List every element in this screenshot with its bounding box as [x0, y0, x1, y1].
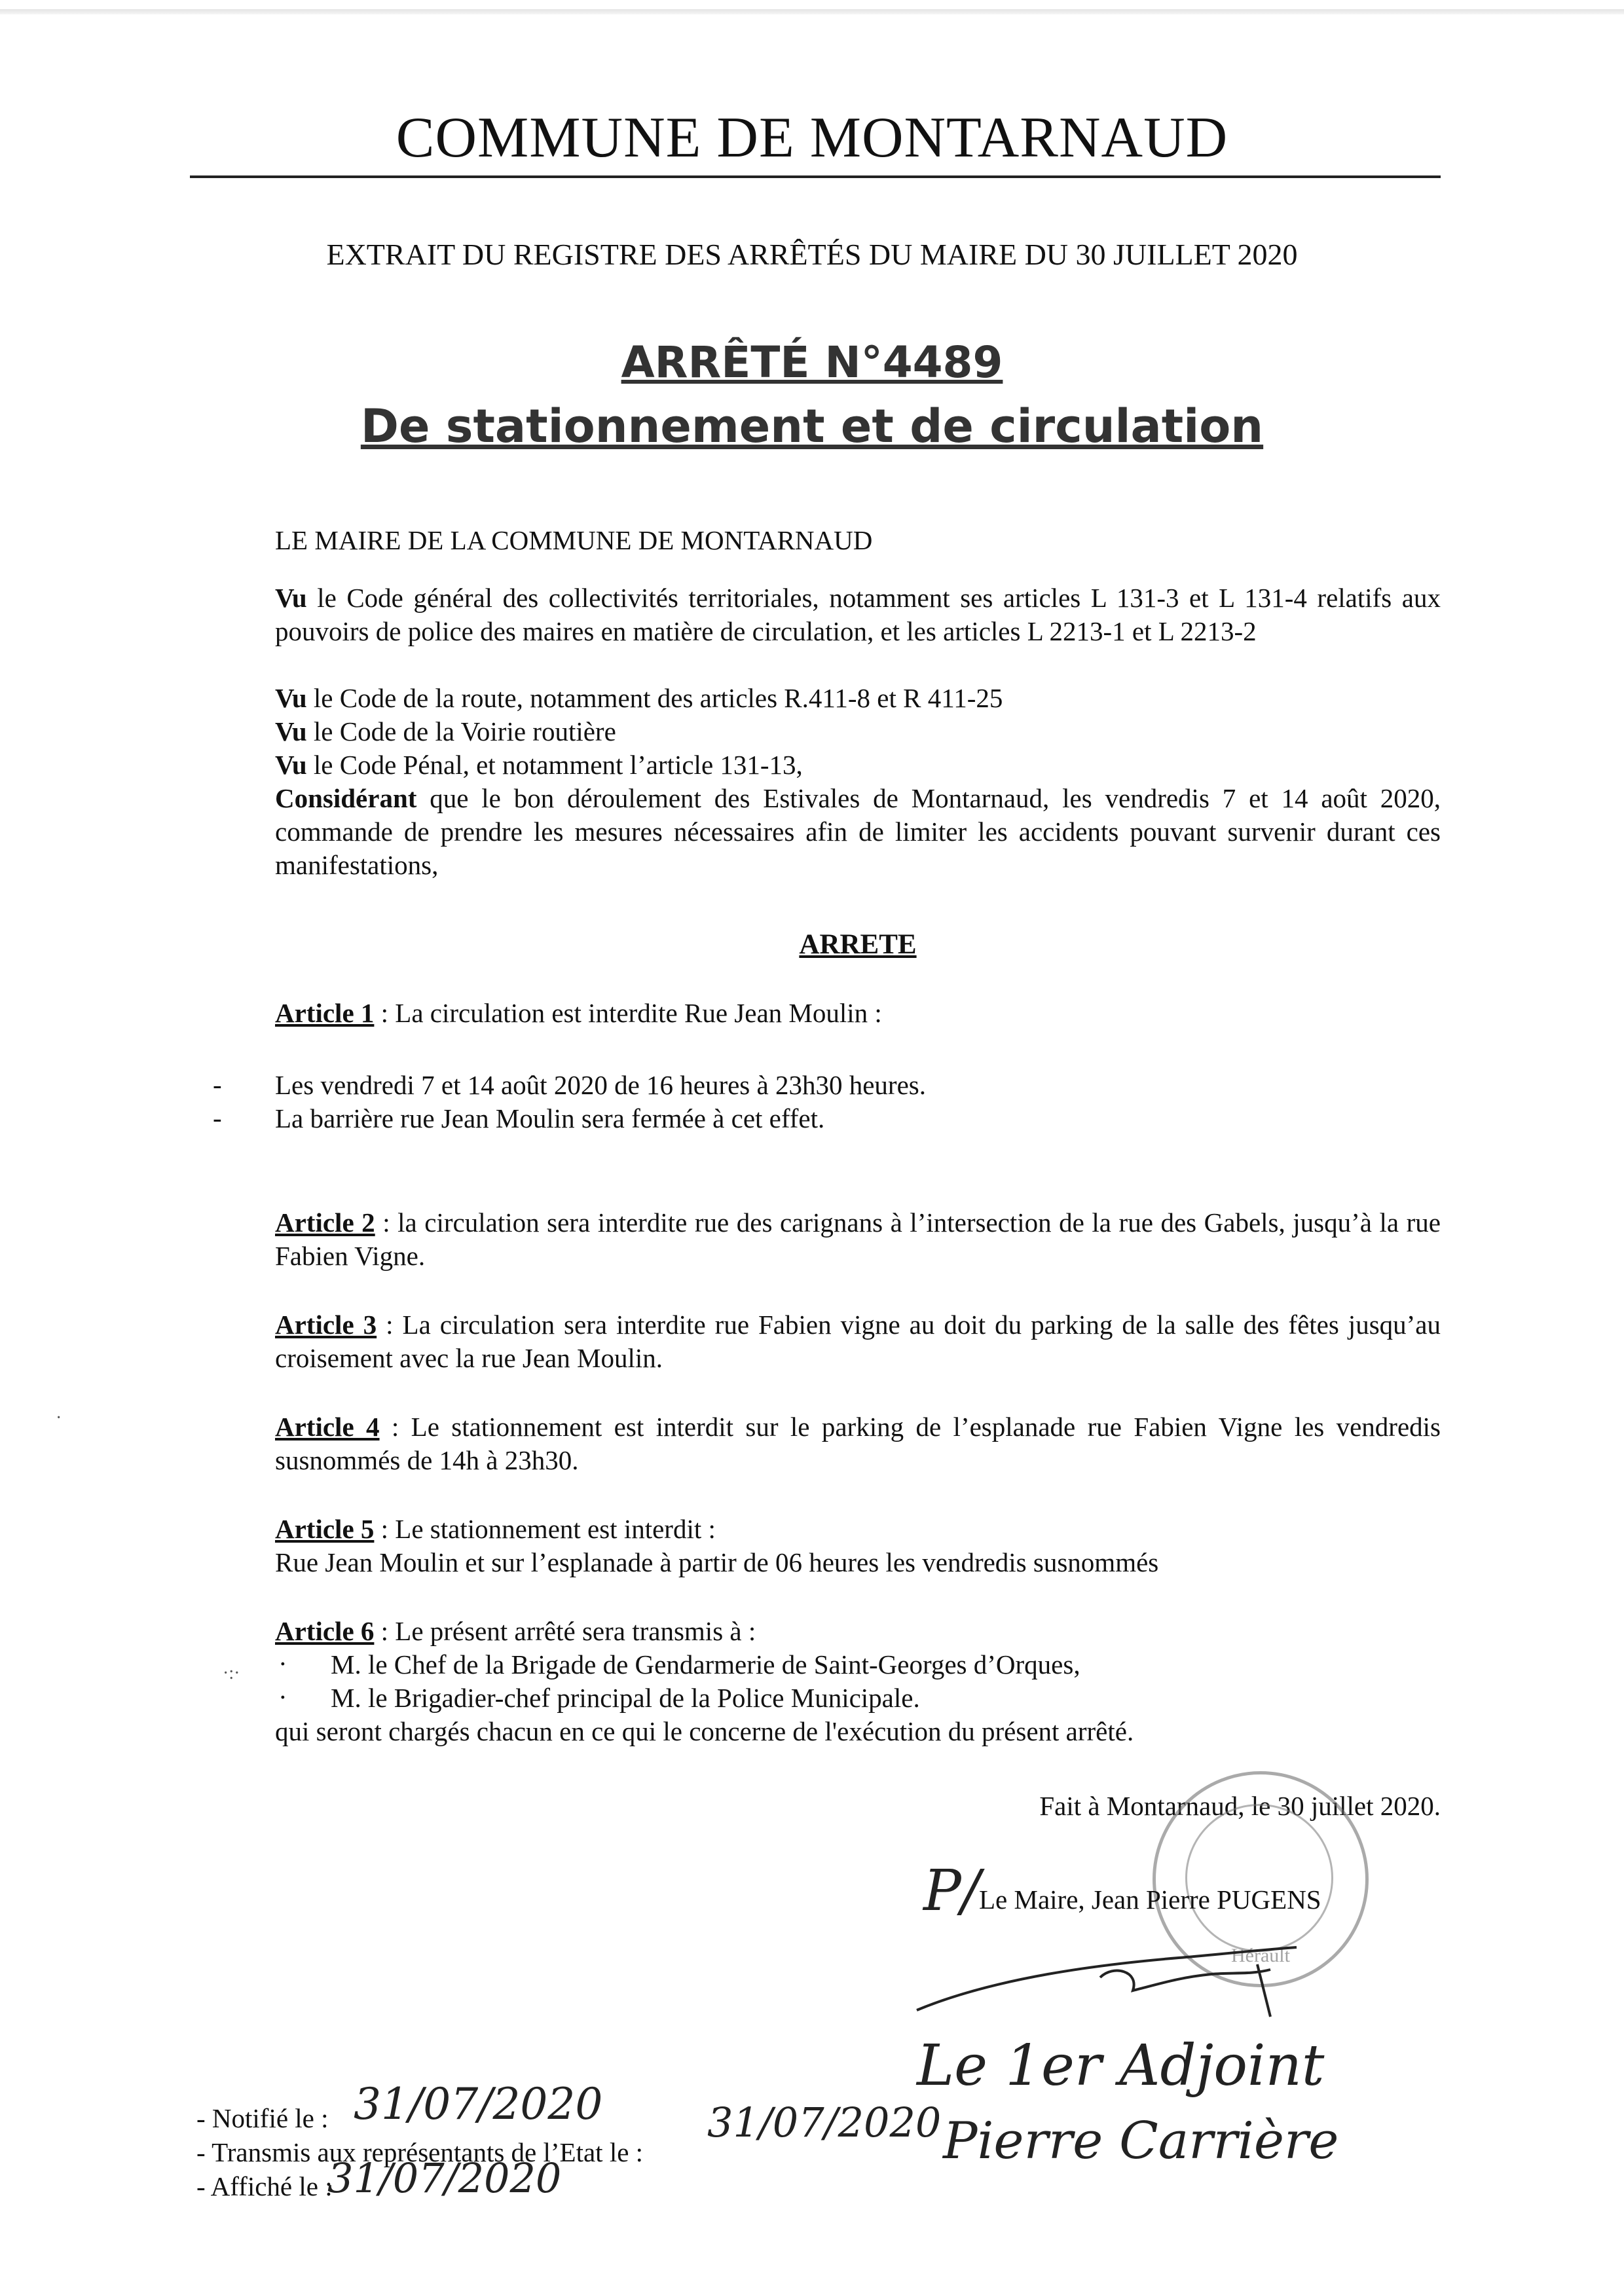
bullet-dash: -: [213, 1103, 222, 1133]
article-6: [275, 1615, 1441, 1648]
article-label: Article 4: [275, 1412, 380, 1442]
vu-text: le Code Pénal, et notamment l’article 131-13,: [306, 750, 803, 780]
handwritten-signature: [904, 1938, 1323, 2030]
article-6-item-2: M. le Brigadier-chef principal de la Police Municipale.: [331, 1683, 920, 1713]
bullet-dash: -: [213, 1069, 222, 1099]
article-label: Article 5: [275, 1514, 375, 1544]
article-text: : La circulation est interdite Rue Jean Moulin :: [374, 998, 882, 1028]
vu-label: Vu: [275, 683, 307, 713]
vu-line-2: [275, 682, 1441, 715]
article-2: [275, 1206, 1441, 1273]
article-label: Article 1: [275, 998, 375, 1028]
affiche-date: 31/07/2020: [327, 2154, 562, 2202]
stamp-inner-ring: [1185, 1804, 1333, 1952]
article-text: : la circulation sera interdite rue des carignans à l’intersection de la rue des Gabels, jusqu’à la rue Fabien Vigne.: [275, 1207, 1441, 1271]
article-1-item-2: La barrière rue Jean Moulin sera fermée à cet effet.: [275, 1103, 825, 1133]
article-text: : Le stationnement est interdit sur le parking de l’esplanade rue Fabien Vigne les vendredis susnommés de 14h à 23h30.: [275, 1412, 1441, 1475]
article-1-item-1: Les vendredi 7 et 14 août 2020 de 16 heures à 23h30 heures.: [275, 1070, 926, 1100]
vu-label: Vu: [275, 750, 307, 780]
mayor-signature-line: Le Maire, Jean Pierre PUGENS: [979, 1884, 1321, 1915]
considerant-label: Considérant: [275, 783, 417, 813]
considerant-text: que le bon déroulement des Estivales de Montarnaud, les vendredis 7 et 14 août 2020, commande de prendre les mesures nécessaires afin de limiter les accidents pouvant survenir durant ces manifestations,: [275, 783, 1441, 880]
vu-label: Vu: [275, 583, 307, 613]
bullet-dot: ·: [278, 1682, 287, 1712]
arrete-subtitle: De stationnement et de circulation: [360, 399, 1264, 453]
notifie-date: 31/07/2020: [354, 2079, 603, 2129]
vu-line-4: [275, 748, 1441, 782]
scan-speck: ·: [56, 1408, 62, 1428]
arrete-number: ARRÊTÉ N°4489: [621, 337, 1003, 388]
scan-speck: ·:·: [223, 1663, 240, 1683]
article-5: [275, 1513, 1441, 1546]
place-date: Fait à Montarnaud, le 30 juillet 2020.: [1039, 1791, 1441, 1821]
title-rule: [190, 175, 1441, 178]
bullet-dot: ·: [278, 1649, 287, 1679]
article-text: : Le stationnement est interdit :: [374, 1514, 716, 1544]
vu-text: le Code de la Voirie routière: [306, 716, 616, 746]
vu-line-1: [275, 581, 1441, 648]
article-1: [275, 997, 1441, 1030]
article-6-item-1: M. le Chef de la Brigade de Gendarmerie de Saint-Georges d’Orques,: [331, 1649, 1080, 1680]
transmis-label: - Transmis aux représentants de l’Etat le :: [196, 2137, 644, 2167]
vu-label: Vu: [275, 716, 307, 746]
adjoint-handwriting: Le 1er Adjoint: [917, 2033, 1325, 2099]
article-label: Article 3: [275, 1310, 377, 1340]
register-extract-line: EXTRAIT DU REGISTRE DES ARRÊTÉS DU MAIRE DU 30 JUILLET 2020: [326, 238, 1298, 271]
article-text: : Le présent arrêté sera transmis à :: [374, 1616, 756, 1646]
notifie-label: - Notifié le :: [196, 2103, 329, 2133]
article-6-closing: qui seront chargés chacun en ce qui le concerne de l'exécution du présent arrêté.: [275, 1716, 1134, 1746]
article-label: Article 6: [275, 1616, 375, 1646]
article-5-line-2: Rue Jean Moulin et sur l’esplanade à partir de 06 heures les vendredis susnommés: [275, 1547, 1159, 1577]
article-label: Article 2: [275, 1207, 375, 1238]
stamp-label: Hérault: [1231, 1945, 1290, 1966]
article-4: [275, 1410, 1441, 1477]
commune-title: COMMUNE DE MONTARNAUD: [396, 106, 1228, 170]
article-text: : La circulation sera interdite rue Fabien vigne au doit du parking de la salle des fêtes jusqu’au croisement avec la rue Jean Moulin.: [275, 1310, 1441, 1373]
authority-line: LE MAIRE DE LA COMMUNE DE MONTARNAUD: [275, 525, 873, 555]
scan-artifact: [0, 9, 1624, 14]
name-handwriting: Pierre Carrière: [943, 2112, 1339, 2171]
vu-text: le Code général des collectivités territoriales, notamment ses articles L 131-3 et L 131-4 relatifs aux pouvoirs de police des maires en matière de circulation, et les articles L 2213-1 et L 2213-2: [275, 583, 1441, 646]
arrete-heading: ARRETE: [799, 929, 917, 960]
article-3: [275, 1308, 1441, 1375]
vu-line-3: [275, 715, 1441, 748]
affiche-label: - Affiché le :: [196, 2171, 333, 2201]
considerant-paragraph: [275, 782, 1441, 882]
vu-text: le Code de la route, notamment des articles R.411-8 et R 411-25: [306, 683, 1003, 713]
pour-mark: P/: [923, 1858, 980, 1924]
transmis-date: 31/07/2020: [707, 2099, 942, 2146]
